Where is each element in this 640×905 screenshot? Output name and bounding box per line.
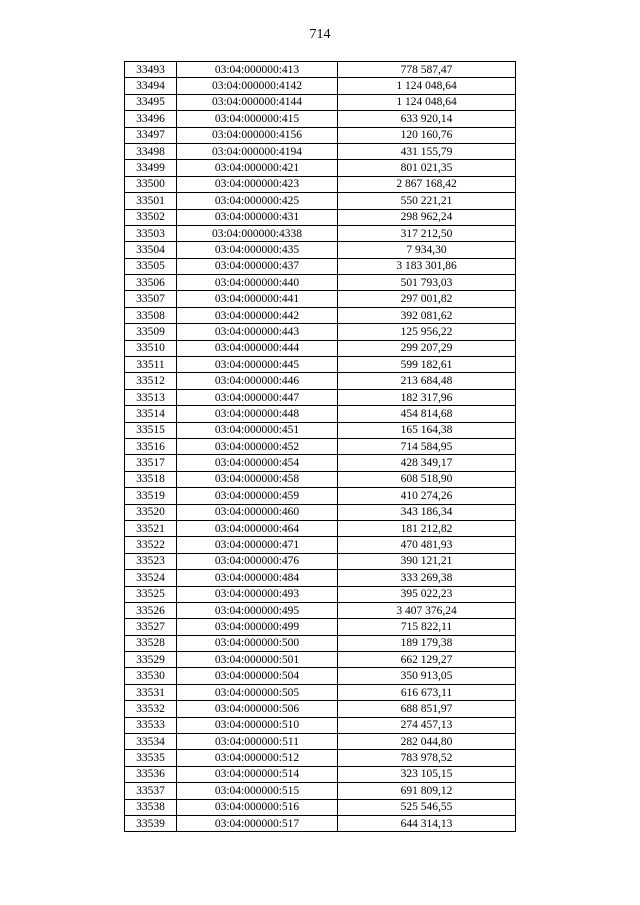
row-number-cell: 33513 (125, 389, 177, 405)
table-row (125, 734, 516, 750)
cadastral-number-cell: 03:04:000000:421 (177, 160, 338, 176)
row-number-cell: 33512 (125, 373, 177, 389)
table-row (125, 471, 516, 487)
row-number-cell: 33502 (125, 209, 177, 225)
cadastral-number-cell: 03:04:000000:476 (177, 553, 338, 569)
cadastral-value-cell: 297 001,82 (338, 291, 516, 307)
cadastral-value-cell: 350 913,05 (338, 668, 516, 684)
cadastral-value-cell: 550 221,21 (338, 193, 516, 209)
table-row (125, 275, 516, 291)
row-number-cell: 33536 (125, 766, 177, 782)
table-row (125, 537, 516, 553)
cadastral-number-cell: 03:04:000000:458 (177, 471, 338, 487)
table-row (125, 799, 516, 815)
cadastral-number-cell: 03:04:000000:443 (177, 324, 338, 340)
table-row (125, 389, 516, 405)
cadastral-value-cell: 395 022,23 (338, 586, 516, 602)
cadastral-number-cell: 03:04:000000:484 (177, 570, 338, 586)
table-row (125, 340, 516, 356)
table-row (125, 520, 516, 536)
row-number-cell: 33504 (125, 242, 177, 258)
table-row (125, 143, 516, 159)
cadastral-number-cell: 03:04:000000:4338 (177, 225, 338, 241)
table-row (125, 652, 516, 668)
cadastral-number-cell: 03:04:000000:516 (177, 799, 338, 815)
table-row (125, 242, 516, 258)
cadastral-number-cell: 03:04:000000:431 (177, 209, 338, 225)
row-number-cell: 33503 (125, 225, 177, 241)
cadastral-value-cell: 317 212,50 (338, 225, 516, 241)
table-row (125, 455, 516, 471)
row-number-cell: 33495 (125, 94, 177, 110)
row-number-cell: 33497 (125, 127, 177, 143)
row-number-cell: 33514 (125, 406, 177, 422)
cadastral-number-cell: 03:04:000000:506 (177, 701, 338, 717)
page-number: 714 (309, 27, 331, 42)
cadastral-number-cell: 03:04:000000:423 (177, 176, 338, 192)
cadastral-value-cell: 392 081,62 (338, 307, 516, 323)
cadastral-number-cell: 03:04:000000:440 (177, 275, 338, 291)
cadastral-value-cell: 454 814,68 (338, 406, 516, 422)
cadastral-value-cell: 282 044,80 (338, 734, 516, 750)
cadastral-number-cell: 03:04:000000:4142 (177, 78, 338, 94)
row-number-cell: 33508 (125, 307, 177, 323)
row-number-cell: 33528 (125, 635, 177, 651)
table-row (125, 62, 516, 78)
cadastral-number-cell: 03:04:000000:448 (177, 406, 338, 422)
cadastral-value-cell: 333 269,38 (338, 570, 516, 586)
row-number-cell: 33500 (125, 176, 177, 192)
cadastral-number-cell: 03:04:000000:471 (177, 537, 338, 553)
cadastral-value-cell: 801 021,35 (338, 160, 516, 176)
cadastral-value-cell: 599 182,61 (338, 357, 516, 373)
cadastral-value-cell: 501 793,03 (338, 275, 516, 291)
row-number-cell: 33494 (125, 78, 177, 94)
table-row (125, 307, 516, 323)
cadastral-number-cell: 03:04:000000:425 (177, 193, 338, 209)
cadastral-value-cell: 299 207,29 (338, 340, 516, 356)
row-number-cell: 33493 (125, 62, 177, 78)
row-number-cell: 33535 (125, 750, 177, 766)
row-number-cell: 33526 (125, 602, 177, 618)
table-row (125, 111, 516, 127)
cadastral-value-cell: 165 164,38 (338, 422, 516, 438)
table-row (125, 422, 516, 438)
table-row (125, 488, 516, 504)
table-row (125, 570, 516, 586)
cadastral-value-cell: 125 956,22 (338, 324, 516, 340)
cadastral-value-cell: 715 822,11 (338, 619, 516, 635)
cadastral-number-cell: 03:04:000000:441 (177, 291, 338, 307)
table-row (125, 258, 516, 274)
cadastral-number-cell: 03:04:000000:515 (177, 783, 338, 799)
cadastral-number-cell: 03:04:000000:444 (177, 340, 338, 356)
cadastral-value-cell: 714 584,95 (338, 438, 516, 454)
cadastral-number-cell: 03:04:000000:413 (177, 62, 338, 78)
row-number-cell: 33518 (125, 471, 177, 487)
row-number-cell: 33515 (125, 422, 177, 438)
row-number-cell: 33517 (125, 455, 177, 471)
row-number-cell: 33531 (125, 684, 177, 700)
table-row (125, 406, 516, 422)
cadastral-value-cell: 633 920,14 (338, 111, 516, 127)
table-row (125, 160, 516, 176)
cadastral-value-cell: 1 124 048,64 (338, 94, 516, 110)
table-row (125, 586, 516, 602)
cadastral-value-cell: 7 934,30 (338, 242, 516, 258)
cadastral-value-cell: 431 155,79 (338, 143, 516, 159)
row-number-cell: 33506 (125, 275, 177, 291)
cadastral-value-cell: 644 314,13 (338, 815, 516, 831)
cadastral-number-cell: 03:04:000000:415 (177, 111, 338, 127)
table-row (125, 717, 516, 733)
table-row (125, 127, 516, 143)
table-row (125, 602, 516, 618)
cadastral-number-cell: 03:04:000000:510 (177, 717, 338, 733)
cadastral-number-cell: 03:04:000000:493 (177, 586, 338, 602)
table-row (125, 324, 516, 340)
cadastral-number-cell: 03:04:000000:451 (177, 422, 338, 438)
row-number-cell: 33505 (125, 258, 177, 274)
cadastral-number-cell: 03:04:000000:4144 (177, 94, 338, 110)
table-row (125, 815, 516, 831)
table-body (125, 62, 516, 832)
cadastral-number-cell: 03:04:000000:452 (177, 438, 338, 454)
cadastral-number-cell: 03:04:000000:512 (177, 750, 338, 766)
table-row (125, 553, 516, 569)
cadastral-value-cell: 182 317,96 (338, 389, 516, 405)
cadastral-value-cell: 778 587,47 (338, 62, 516, 78)
row-number-cell: 33498 (125, 143, 177, 159)
cadastral-value-cell: 783 978,52 (338, 750, 516, 766)
row-number-cell: 33529 (125, 652, 177, 668)
table-row (125, 94, 516, 110)
cadastral-number-cell: 03:04:000000:446 (177, 373, 338, 389)
cadastral-value-cell: 120 160,76 (338, 127, 516, 143)
row-number-cell: 33510 (125, 340, 177, 356)
cadastral-number-cell: 03:04:000000:435 (177, 242, 338, 258)
cadastral-number-cell: 03:04:000000:500 (177, 635, 338, 651)
cadastral-number-cell: 03:04:000000:459 (177, 488, 338, 504)
row-number-cell: 33539 (125, 815, 177, 831)
cadastral-value-cell: 3 407 376,24 (338, 602, 516, 618)
cadastral-number-cell: 03:04:000000:517 (177, 815, 338, 831)
row-number-cell: 33527 (125, 619, 177, 635)
cadastral-value-cell: 608 518,90 (338, 471, 516, 487)
row-number-cell: 33507 (125, 291, 177, 307)
table-row (125, 668, 516, 684)
cadastral-value-table (124, 61, 516, 832)
cadastral-number-cell: 03:04:000000:437 (177, 258, 338, 274)
cadastral-number-cell: 03:04:000000:454 (177, 455, 338, 471)
cadastral-number-cell: 03:04:000000:495 (177, 602, 338, 618)
cadastral-number-cell: 03:04:000000:445 (177, 357, 338, 373)
cadastral-number-cell: 03:04:000000:514 (177, 766, 338, 782)
table-row (125, 438, 516, 454)
cadastral-number-cell: 03:04:000000:460 (177, 504, 338, 520)
table-row (125, 176, 516, 192)
cadastral-value-cell: 691 809,12 (338, 783, 516, 799)
cadastral-value-cell: 323 105,15 (338, 766, 516, 782)
table-row (125, 504, 516, 520)
row-number-cell: 33511 (125, 357, 177, 373)
table-row (125, 225, 516, 241)
cadastral-number-cell: 03:04:000000:464 (177, 520, 338, 536)
table-row (125, 373, 516, 389)
cadastral-number-cell: 03:04:000000:511 (177, 734, 338, 750)
cadastral-value-cell: 1 124 048,64 (338, 78, 516, 94)
row-number-cell: 33496 (125, 111, 177, 127)
cadastral-value-cell: 410 274,26 (338, 488, 516, 504)
cadastral-value-cell: 390 121,21 (338, 553, 516, 569)
row-number-cell: 33523 (125, 553, 177, 569)
cadastral-value-cell: 662 129,27 (338, 652, 516, 668)
row-number-cell: 33519 (125, 488, 177, 504)
row-number-cell: 33499 (125, 160, 177, 176)
table-row (125, 193, 516, 209)
cadastral-value-cell: 3 183 301,86 (338, 258, 516, 274)
table-row (125, 635, 516, 651)
cadastral-value-cell: 298 962,24 (338, 209, 516, 225)
row-number-cell: 33522 (125, 537, 177, 553)
table-row (125, 766, 516, 782)
table-row (125, 209, 516, 225)
table-row (125, 357, 516, 373)
cadastral-number-cell: 03:04:000000:504 (177, 668, 338, 684)
row-number-cell: 33509 (125, 324, 177, 340)
row-number-cell: 33516 (125, 438, 177, 454)
table-row (125, 619, 516, 635)
cadastral-value-cell: 428 349,17 (338, 455, 516, 471)
cadastral-number-cell: 03:04:000000:505 (177, 684, 338, 700)
row-number-cell: 33520 (125, 504, 177, 520)
cadastral-value-cell: 189 179,38 (338, 635, 516, 651)
row-number-cell: 33521 (125, 520, 177, 536)
table-row (125, 684, 516, 700)
row-number-cell: 33538 (125, 799, 177, 815)
row-number-cell: 33534 (125, 734, 177, 750)
cadastral-value-cell: 470 481,93 (338, 537, 516, 553)
row-number-cell: 33501 (125, 193, 177, 209)
row-number-cell: 33530 (125, 668, 177, 684)
cadastral-number-cell: 03:04:000000:447 (177, 389, 338, 405)
table-row (125, 750, 516, 766)
cadastral-number-cell: 03:04:000000:4156 (177, 127, 338, 143)
table-row (125, 701, 516, 717)
cadastral-number-cell: 03:04:000000:442 (177, 307, 338, 323)
row-number-cell: 33537 (125, 783, 177, 799)
table-row (125, 78, 516, 94)
row-number-cell: 33532 (125, 701, 177, 717)
cadastral-number-cell: 03:04:000000:501 (177, 652, 338, 668)
table-row (125, 291, 516, 307)
table-row (125, 783, 516, 799)
cadastral-value-cell: 2 867 168,42 (338, 176, 516, 192)
row-number-cell: 33524 (125, 570, 177, 586)
cadastral-value-cell: 688 851,97 (338, 701, 516, 717)
row-number-cell: 33525 (125, 586, 177, 602)
cadastral-value-cell: 213 684,48 (338, 373, 516, 389)
row-number-cell: 33533 (125, 717, 177, 733)
cadastral-number-cell: 03:04:000000:499 (177, 619, 338, 635)
cadastral-value-cell: 274 457,13 (338, 717, 516, 733)
cadastral-value-cell: 525 546,55 (338, 799, 516, 815)
cadastral-number-cell: 03:04:000000:4194 (177, 143, 338, 159)
cadastral-value-cell: 343 186,34 (338, 504, 516, 520)
cadastral-value-cell: 181 212,82 (338, 520, 516, 536)
cadastral-value-cell: 616 673,11 (338, 684, 516, 700)
